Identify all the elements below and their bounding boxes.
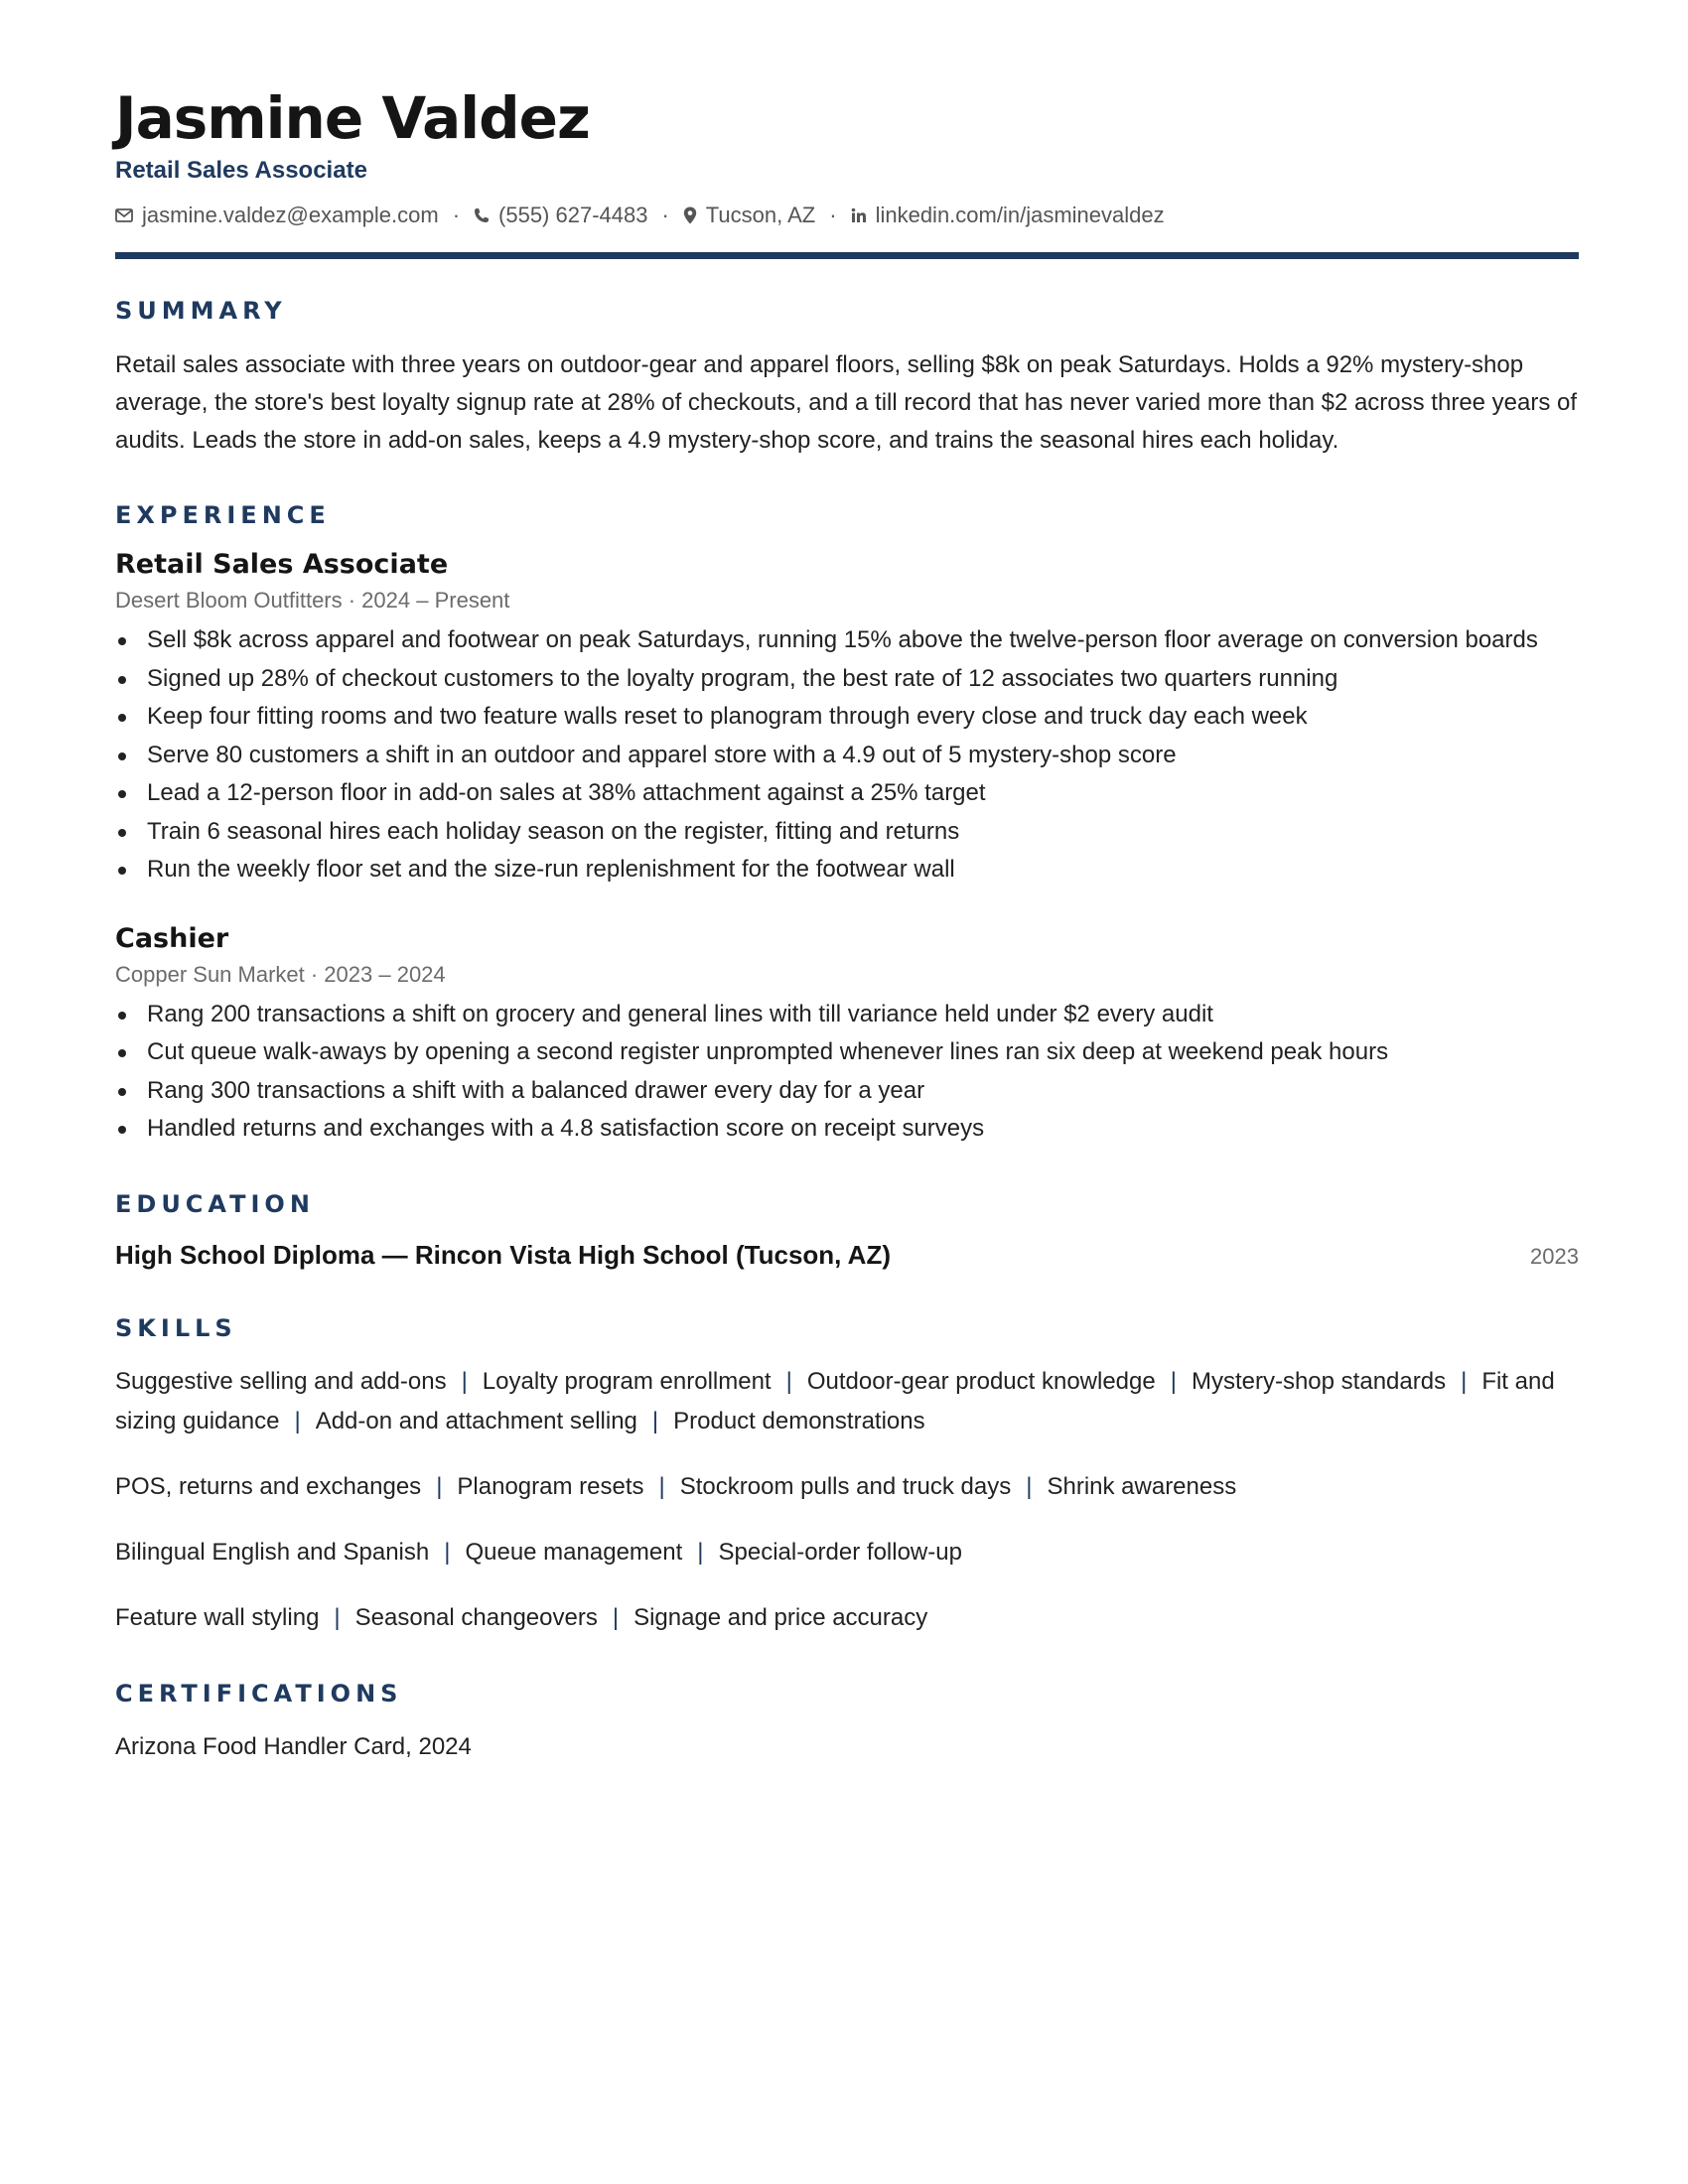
location-text: Tucson, AZ	[705, 203, 816, 227]
skill-item: Stockroom pulls and truck days	[679, 1472, 1012, 1500]
skill-separator: |	[294, 1407, 301, 1434]
contact-separator: ·	[661, 203, 669, 227]
job-bullets	[115, 621, 1579, 889]
skill-separator: |	[444, 1538, 451, 1566]
job-company-dates: Copper Sun Market · 2023 – 2024	[115, 961, 446, 987]
job-bullet: Lead a 12-person floor in add-on sales at 38% attachment against a 25% target	[115, 774, 1579, 813]
job-title: Retail Sales Associate	[115, 549, 449, 580]
header-divider	[115, 252, 1579, 259]
skill-item: Feature wall styling	[115, 1603, 320, 1631]
contact-linkedin[interactable]	[851, 203, 1165, 228]
phone-text: (555) 627-4483	[498, 203, 648, 227]
section-title-certifications: CERTIFICATIONS	[115, 1679, 403, 1707]
summary-text: Retail sales associate with three years on outdoor-gear and apparel floors, selling $8k on peak Saturdays. Holds a 92% mystery-shop average, the store's best loyalty signup rate at 28% of checkouts, and a till record that has never varied more than $2 across three years of audits. Leads the store in add-on sales, keeps a 4.9 mystery-shop score, and trains the seasonal hires each holiday.	[115, 351, 1578, 454]
skill-group	[115, 1598, 1579, 1638]
linkedin-icon	[851, 207, 867, 223]
skill-separator: |	[1026, 1472, 1033, 1500]
phone-icon	[474, 207, 490, 223]
candidate-role: Retail Sales Associate	[115, 157, 367, 184]
job-bullet: Rang 200 transactions a shift on grocery and general lines with till variance held under $2 every audit	[115, 996, 1579, 1034]
skill-separator: |	[651, 1407, 659, 1434]
contact-line	[115, 203, 1579, 228]
skill-item: Seasonal changeovers	[354, 1603, 598, 1631]
job-bullet: Serve 80 customers a shift in an outdoor and apparel store with a 4.9 out of 5 mystery-shop score	[115, 737, 1579, 775]
job-entry	[115, 549, 1579, 889]
section-title-education: EDUCATION	[115, 1189, 315, 1218]
certification-item: Arizona Food Handler Card, 2024	[115, 1732, 472, 1760]
contact-phone[interactable]	[474, 203, 647, 228]
section-title-skills: SKILLS	[115, 1313, 237, 1342]
location-pin-icon	[683, 206, 697, 224]
skill-separator: |	[612, 1603, 620, 1631]
linkedin-text: linkedin.com/in/jasminevaldez	[875, 203, 1165, 227]
job-title: Cashier	[115, 922, 229, 954]
skill-group	[115, 1362, 1579, 1441]
skill-item: Queue management	[465, 1538, 683, 1566]
candidate-name: Jasmine Valdez	[115, 84, 590, 152]
section-title-summary: SUMMARY	[115, 297, 287, 325]
skill-separator: |	[1170, 1367, 1177, 1395]
job-entry	[115, 923, 1579, 1149]
skill-separator: |	[334, 1603, 341, 1631]
job-bullet: Rang 300 transactions a shift with a balanced drawer every day for a year	[115, 1072, 1579, 1111]
contact-email[interactable]	[115, 203, 439, 228]
skill-item: Product demonstrations	[673, 1407, 925, 1434]
education-entry	[115, 1240, 1579, 1271]
job-bullet: Train 6 seasonal hires each holiday season on the register, fitting and returns	[115, 813, 1579, 852]
skill-item: Loyalty program enrollment	[482, 1367, 772, 1395]
skill-item: Planogram resets	[457, 1472, 644, 1500]
skill-item: Mystery-shop standards	[1191, 1367, 1447, 1395]
skill-item: Special-order follow-up	[718, 1538, 962, 1566]
skill-item: Signage and price accuracy	[633, 1603, 928, 1631]
contact-separator: ·	[829, 203, 837, 227]
job-bullets	[115, 996, 1579, 1149]
education-year: 2023	[1530, 1243, 1579, 1269]
skills-list	[115, 1362, 1579, 1638]
skill-item: Outdoor-gear product knowledge	[806, 1367, 1156, 1395]
skill-separator: |	[461, 1367, 468, 1395]
skill-item: Bilingual English and Spanish	[115, 1538, 430, 1566]
skill-separator: |	[436, 1472, 443, 1500]
education-degree: High School Diploma — Rincon Vista High School (Tucson, AZ)	[115, 1239, 891, 1270]
job-bullet: Run the weekly floor set and the size-run replenishment for the footwear wall	[115, 851, 1579, 889]
skill-group	[115, 1533, 1579, 1572]
job-bullet: Keep four fitting rooms and two feature walls reset to planogram through every close and truck day each week	[115, 698, 1579, 737]
skill-separator: |	[785, 1367, 792, 1395]
skill-separator: |	[697, 1538, 704, 1566]
skill-separator: |	[1461, 1367, 1468, 1395]
skill-item: Shrink awareness	[1047, 1472, 1237, 1500]
skill-item: Suggestive selling and add-ons	[115, 1367, 447, 1395]
contact-separator: ·	[452, 203, 461, 227]
job-bullet: Cut queue walk-aways by opening a second register unprompted whenever lines ran six deep at weekend peak hours	[115, 1033, 1579, 1072]
job-company-dates: Desert Bloom Outfitters · 2024 – Present	[115, 588, 510, 613]
resume-page	[115, 79, 1579, 1761]
skill-item: Add-on and attachment selling	[315, 1407, 637, 1434]
skill-group	[115, 1467, 1579, 1507]
skill-item: Fit and sizing guidance	[115, 1367, 1555, 1434]
job-bullet: Sell $8k across apparel and footwear on peak Saturdays, running 15% above the twelve-person floor average on conversion boards	[115, 621, 1579, 660]
email-text: jasmine.valdez@example.com	[142, 203, 439, 227]
job-bullet: Signed up 28% of checkout customers to the loyalty program, the best rate of 12 associates two quarters running	[115, 660, 1579, 699]
contact-location	[683, 203, 815, 228]
skill-separator: |	[658, 1472, 665, 1500]
job-bullet: Handled returns and exchanges with a 4.8 satisfaction score on receipt surveys	[115, 1110, 1579, 1149]
skill-item: POS, returns and exchanges	[115, 1472, 422, 1500]
mail-icon	[115, 208, 133, 222]
section-title-experience: EXPERIENCE	[115, 501, 331, 529]
